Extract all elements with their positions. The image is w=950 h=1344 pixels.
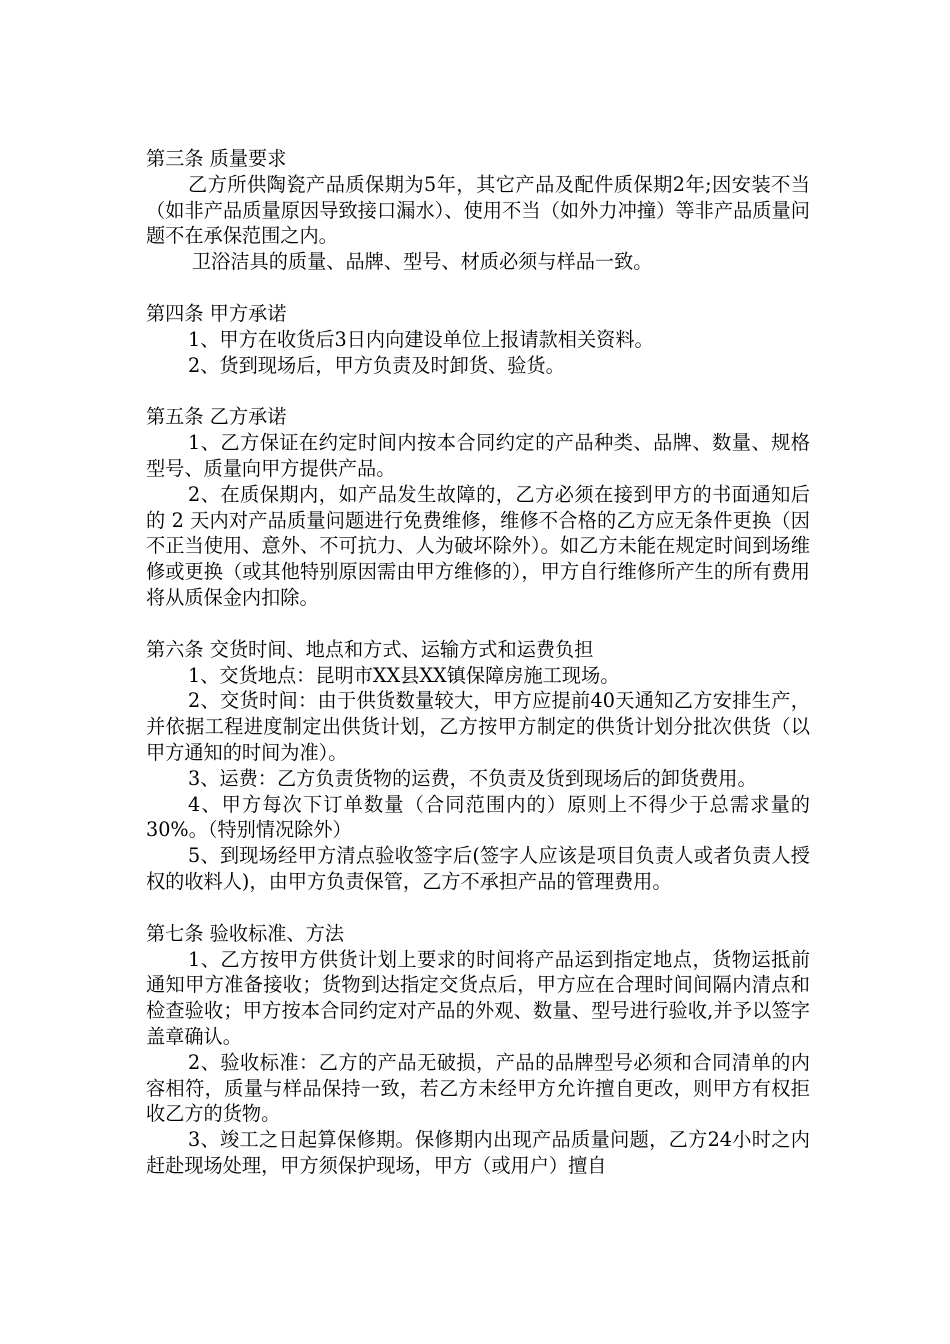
section-heading: 第三条 质量要求: [146, 147, 287, 170]
section-article-6: [146, 637, 810, 895]
section-article-5: [146, 404, 810, 610]
paragraph: 2、交货时间：由于供货数量较大，甲方应提前40天通知乙方安排生产，并依据工程进度制定出供货计划，乙方按甲方制定的供货计划分批次供货（以甲方通知的时间为准）。: [146, 689, 810, 764]
document-page: [146, 146, 810, 1205]
section-heading: 第六条 交货时间、地点和方式、运输方式和运费负担: [146, 637, 594, 661]
paragraph: 5、到现场经甲方清点验收签字后(签字人应该是项目负责人或者负责人授权的收料人)，由甲方负责保管，乙方不承担产品的管理费用。: [146, 844, 810, 893]
section-heading: 第四条 甲方承诺: [146, 301, 287, 325]
paragraph: 2、在质保期内，如产品发生故障的，乙方必须在接到甲方的书面通知后的 2 天内对产品质量问题进行免费维修，维修不合格的乙方应无条件更换（因不正当使用、意外、不可抗力、人为破坏除外）。如乙方未能在规定时间到场维修或更换（或其他特别原因需由甲方维修的），甲方自行维修所产生的所有费用将从质保金内扣除。: [146, 482, 810, 609]
paragraph: 2、货到现场后，甲方负责及时卸货、验货。: [188, 353, 565, 377]
section-article-7: [146, 921, 810, 1179]
paragraph: 3、竣工之日起算保修期。保修期内出现产品质量问题，乙方24小时之内赶赴现场处理，甲方须保护现场，甲方（或用户）擅自: [146, 1128, 810, 1177]
paragraph: 卫浴洁具的质量、品牌、型号、材质必须与样品一致。: [192, 250, 653, 274]
paragraph: 2、验收标准：乙方的产品无破损，产品的品牌型号必须和合同清单的内容相符，质量与样品保持一致，若乙方未经甲方允许擅自更改，则甲方有权拒收乙方的货物。: [146, 1050, 810, 1126]
paragraph: 1、交货地点：昆明市XX县XX镇保障房施工现场。: [188, 663, 620, 687]
paragraph: 乙方所供陶瓷产品质保期为5年，其它产品及配件质保期2年;因安装不当（如非产品质量原因导致接口漏水）、使用不当（如外力冲撞）等非产品质量问题不在承保范围之内。: [146, 172, 810, 248]
paragraph: 4、甲方每次下订单数量（合同范围内的）原则上不得少于总需求量的30%。（特别情况除外）: [146, 792, 810, 842]
section-article-3: [146, 146, 810, 275]
paragraph: 1、乙方保证在约定时间内按本合同约定的产品种类、品牌、数量、规格型号、质量向甲方提供产品。: [146, 431, 810, 480]
paragraph: 1、乙方按甲方供货计划上要求的时间将产品运到指定地点，货物运抵前通知甲方准备接收；货物到达指定交货点后，甲方应在合理时间间隔内清点和检查验收；甲方按本合同约定对产品的外观、数量、型号进行验收,并予以签字盖章确认。: [146, 947, 810, 1048]
section-heading: 第五条 乙方承诺: [146, 405, 287, 429]
section-article-4: [146, 301, 810, 378]
paragraph: 3、运费：乙方负责货物的运费，不负责及货到现场后的卸货费用。: [188, 766, 757, 790]
paragraph: 1、甲方在收货后3日内向建设单位上报请款相关资料。: [188, 327, 654, 351]
section-heading: 第七条 验收标准、方法: [146, 921, 344, 945]
